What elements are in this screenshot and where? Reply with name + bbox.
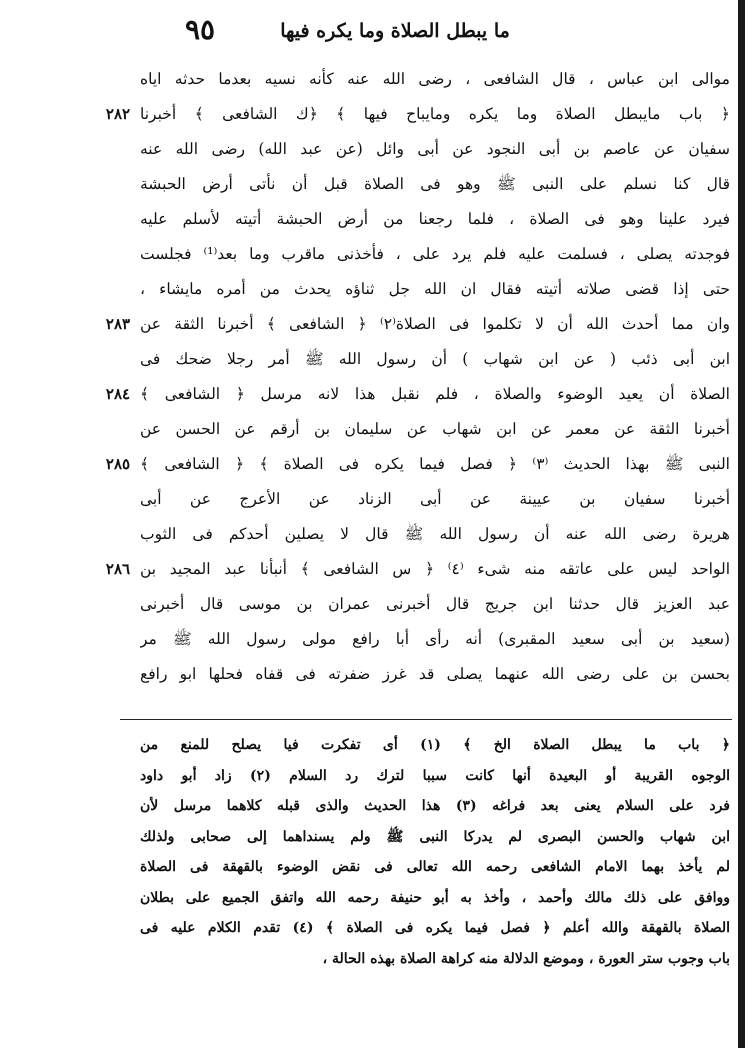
text-line: فوجدته يصلى ، فسلمت عليه فلم يرد على ، فأخذنى ماقرب وما بعد⁽¹⁾ فجلست: [140, 245, 730, 263]
text-line: الصلاة أن يعيد الوضوء والصلاة ، فلم نقبل هذا لانه مرسل ﴿ الشافعى ﴾: [140, 385, 730, 403]
footnote-line: ابن شهاب والحسن البصرى لم يدركا النبى ﷺ ولم يسنداهما إلى صحابى ولذلك: [140, 828, 730, 845]
text-line: موالى ابن عباس ، قال الشافعى ، رضى الله عنه كأنه نسيه بعدما حدثه اياه: [140, 70, 730, 88]
text-line: هريرة رضى الله عنه أن رسول الله ﷺ قال لا يصلين أحدكم فى الثوب: [140, 525, 730, 543]
text-line: قال كنا نسلم على النبى ﷺ وهو فى الصلاة قبل أن نأتى أرض الحبشة: [140, 175, 730, 193]
footnote-separator: [120, 719, 732, 720]
hadith-number: ٢٨٢: [105, 105, 131, 123]
text-line: سفيان عن عاصم بن أبى النجود عن أبى وائل (عن عبد الله) رضى الله عنه: [140, 140, 730, 158]
hadith-number: ٢٨٤: [105, 385, 131, 403]
text-line: ﴿ باب مايبطل الصلاة وما يكره ومايباح فيها ﴾ ﴿ك الشافعى ﴾ أخبرنا: [140, 105, 730, 123]
text-line: ابن أبى ذئب ( عن ابن شهاب ) أن رسول الله ﷺ أمر رجلا ضحك فى: [140, 350, 730, 368]
text-line: عبد العزيز قال حدثنا ابن جريج قال أخبرنى عمران بن موسى قال أخبرنى: [140, 595, 730, 613]
footnote-line: ووافق على ذلك مالك وأحمد ، وأخذ به أبو حنيفة رحمه الله واتفق الجميع على بطلان: [140, 889, 730, 906]
text-line: أخبرنا سفيان بن عيينة عن أبى الزناد عن الأعرج عن أبى: [140, 490, 730, 508]
text-line: (سعيد بن أبى سعيد المقبرى) أنه رأى أبا رافع مولى رسول الله ﷺ مر: [140, 630, 730, 648]
hadith-number: ٢٨٣: [105, 315, 131, 333]
footnotes: [140, 730, 730, 974]
running-title: ما يبطل الصلاة وما يكره فيها: [280, 20, 510, 42]
text-line: حتى إذا قضى صلاته أتيته فقال ان الله جل ثناؤه يحدث من أمره مايشاء ،: [140, 280, 730, 298]
footnote-line: الصلاة بالقهقة والله أعلم ﴿ فصل فيما يكره فى الصلاة ﴾ (٤) تقدم الكلام عليه فى: [140, 920, 730, 936]
text-line: النبى ﷺ بهذا الحديث ⁽٣⁾ ﴿ فصل فيما يكره فى الصلاة ﴾ ﴿ الشافعى ﴾: [140, 455, 730, 473]
footnote-line: فرد على السلام يعنى بعد فراغه (٣) هذا الحديث والذى قبله كلاهما مرسل لأن: [140, 798, 730, 814]
footnote-line: لم يأخذ بهما الامام الشافعى رحمه الله تعالى فى نقض الوضوء بالقهقة فى الصلاة: [140, 859, 730, 875]
hadith-number: ٢٨٥: [105, 455, 131, 473]
footnote-line: باب وجوب ستر العورة ، وموضع الدلالة منه كراهة الصلاة بهذه الحالة ،: [322, 950, 730, 967]
footnote-line: الوجوه القريبة أو البعيدة أنها كانت سببا لترك رد السلام (٢) زاد أبو داود: [140, 767, 730, 784]
text-line: وان مما أحدث الله أن لا تكلموا فى الصلاة⁽٢⁾ ﴿ الشافعى ﴾ أخبرنا الثقة عن: [140, 315, 730, 333]
text-line: أخبرنا الثقة عن معمر عن ابن شهاب عن سليمان بن أرقم عن الحسن عن: [140, 420, 730, 438]
main-text: [140, 62, 730, 692]
footnote-line: ﴿ باب ما يبطل الصلاة الخ ﴾ (١) أى تفكرت فيا يصلح للمنع من: [140, 737, 730, 753]
text-line: الواحد ليس على عاتقه منه شىء ⁽٤⁾ ﴿ س الشافعى ﴾ أنبأنا عبد المجيد بن: [140, 560, 730, 578]
text-line: فيرد علينا وهو فى الصلاة ، فلما رجعنا من أرض الحبشة أتيته لأسلم عليه: [140, 210, 730, 228]
hadith-number: ٢٨٦: [105, 560, 131, 578]
page-edge-shadow: [738, 0, 745, 1048]
page-number: ٩٥: [184, 13, 216, 46]
text-line: بحسن بن على رضى الله عنهما يصلى قد غرز ضفرته فى قفاه فحلها ابو رافع: [140, 665, 730, 683]
